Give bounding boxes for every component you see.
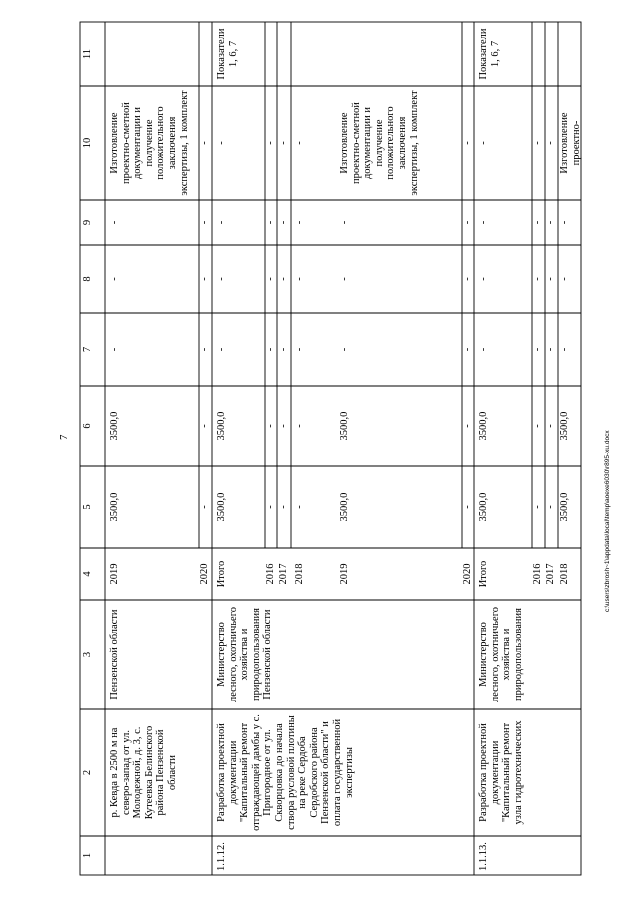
row2-2016-c6: - [532, 424, 543, 428]
row2-2017-c9: - [545, 220, 556, 225]
column-header-8: 8 [82, 276, 93, 282]
row0-2019-c9: - [109, 220, 120, 225]
row0-2020-c9: - [199, 220, 210, 225]
row2-2018-c10: Изготовление проектно- [559, 112, 582, 174]
column-header-6: 6 [82, 423, 93, 429]
row1-2020-c7: - [462, 347, 473, 352]
row1-total-c6: 3500,0 [216, 411, 227, 441]
row2-2017-c5: - [545, 505, 556, 509]
row2-total-c7: - [478, 347, 489, 352]
row1-2017-c5: - [278, 505, 289, 509]
row0-year-2019: 2019 [109, 563, 120, 585]
row1-2018-c9: - [294, 220, 305, 225]
row0-year-2020: 2020 [199, 563, 210, 585]
row2-2018-c7: - [559, 347, 570, 352]
row1-number: 1.1.12. [216, 842, 227, 871]
row2-2017-c10: - [545, 141, 556, 145]
row1-2018-c6: - [294, 424, 305, 428]
row2-activity: Разработка проектной документации "Капитальный ремонт узла гидротехнических [478, 720, 524, 825]
row2-2016-c5: - [532, 505, 543, 509]
row1-2018-c10: - [294, 141, 305, 145]
row2-total-c6: 3500,0 [478, 411, 489, 441]
row1-executor: Министерство лесного, охотничьего хозяйства и природопользования Пензенской области [216, 606, 274, 703]
row1-2016-c5: - [265, 505, 276, 509]
column-header-10: 10 [82, 137, 93, 149]
row2-number: 1.1.13. [478, 842, 489, 871]
row2-2018-c6: 3500,0 [559, 411, 570, 441]
column-header-7: 7 [82, 346, 93, 353]
row2-executor: Министерство лесного, охотничьего хозяйства и природопользования [478, 606, 524, 703]
row2-2017-c6: - [545, 424, 556, 428]
row1-year-2017: 2017 [278, 563, 289, 585]
row1-total-c5: 3500,0 [216, 492, 227, 522]
footer-file-path: c:\users\zbrosh~1\appdata\local\temp\aoexe6030\r895-xu.docx [604, 430, 611, 612]
row1-2016-c6: - [265, 424, 276, 428]
row1-2020-c5: - [462, 505, 473, 509]
row1-2019-c6: 3500,0 [339, 411, 350, 441]
row2-2018-c5: 3500,0 [559, 492, 570, 522]
row0-2019-c6: 3500,0 [109, 411, 120, 441]
row2-2016-c10: - [532, 141, 543, 145]
row1-2017-c10: - [278, 141, 289, 145]
row2-total-c10: - [478, 141, 489, 145]
row0-2019-c7: - [109, 347, 120, 352]
row2-total-c5: 3500,0 [478, 492, 489, 522]
row1-year-2019: 2019 [339, 563, 350, 585]
row0-2020-c6: - [199, 424, 210, 428]
column-header-9: 9 [82, 219, 93, 226]
row1-2016-c9: - [265, 220, 276, 225]
row2-year-2016: 2016 [532, 563, 543, 585]
row2-year-2017: 2017 [545, 563, 556, 585]
row0-2019-c8: - [109, 277, 120, 281]
row1-2016-c7: - [265, 347, 276, 352]
row1-2016-c8: - [265, 277, 276, 281]
row2-2016-c9: - [532, 220, 543, 225]
row1-year-2018: 2018 [294, 563, 305, 585]
row1-2019-c10: Изготовление проектно-сметной документации и получение положительного заключения экспертизы, 1 комплект [339, 90, 420, 196]
row1-2018-c7: - [294, 347, 305, 352]
row2-total-c9: - [478, 220, 489, 225]
row1-2019-c9: - [339, 220, 350, 225]
row0-2019-c5: 3500,0 [109, 492, 120, 522]
row0-2020-c5: - [199, 505, 210, 509]
row1-2017-c8: - [278, 277, 289, 281]
row2-2018-c9: - [559, 220, 570, 225]
row2-2017-c7: - [545, 347, 556, 352]
column-header-11: 11 [82, 48, 93, 60]
row1-total-c9: - [216, 220, 227, 225]
row1-2019-c5: 3500,0 [339, 492, 350, 522]
row1-activity: Разработка проектной документации "Капитальный ремонт отграждающей дамбы у с. Пригородное от ул. Скворцовка до начала створа русловой плотины на реке Сердоба Сердобского района Пензенской области" и оплата государственной экспертизы [216, 714, 355, 831]
row1-2020-c6: - [462, 424, 473, 428]
row1-2017-c7: - [278, 347, 289, 352]
row1-2019-c7: - [339, 347, 350, 352]
row2-2017-c8: - [545, 277, 556, 281]
row0-2019-c10: Изготовление проектно-сметной документации и получение положительного заключения экспертизы, 1 комплект [109, 90, 190, 196]
row2-year-2018: 2018 [559, 563, 570, 585]
row1-2019-c8: - [339, 277, 350, 281]
row2-2016-c7: - [532, 347, 543, 352]
row1-year-total: Итого [216, 560, 227, 588]
column-header-5: 5 [82, 504, 93, 510]
row2-year-total: Итого [478, 560, 489, 588]
row1-2017-c6: - [278, 424, 289, 428]
column-header-4: 4 [82, 571, 93, 577]
row1-2018-c5: - [294, 505, 305, 509]
row2-total-c8: - [478, 277, 489, 281]
row1-2018-c8: - [294, 277, 305, 281]
row2-2016-c8: - [532, 277, 543, 281]
row1-total-c10: - [216, 141, 227, 145]
row2-indicators: Показатели 1, 6, 7 [478, 28, 501, 80]
row0-activity: р. Кевда в 2500 м на северо-запад от ул. Молодежной, д. 3, с. Кутеевка Белинского района Пензенской области [109, 725, 178, 820]
column-header-3: 3 [82, 651, 93, 658]
row2-2018-c8: - [559, 277, 570, 281]
row1-year-2016: 2016 [265, 563, 276, 585]
row0-2020-c7: - [199, 347, 210, 352]
row1-total-c8: - [216, 277, 227, 281]
row1-2020-c9: - [462, 220, 473, 225]
row1-indicators: Показатели 1, 6, 7 [216, 28, 239, 80]
row0-2020-c8: - [199, 277, 210, 281]
column-header-1: 1 [82, 852, 93, 859]
row1-2020-c8: - [462, 277, 473, 281]
row0-2020-c10: - [199, 141, 210, 145]
row0-executor: Пензенской области [109, 609, 120, 700]
column-header-2: 2 [82, 769, 93, 776]
row1-year-2020: 2020 [462, 563, 473, 585]
row1-total-c7: - [216, 347, 227, 352]
row1-2017-c9: - [278, 220, 289, 225]
row1-2016-c10: - [265, 141, 276, 145]
row1-2020-c10: - [462, 141, 473, 145]
page-number: 7 [58, 434, 70, 440]
